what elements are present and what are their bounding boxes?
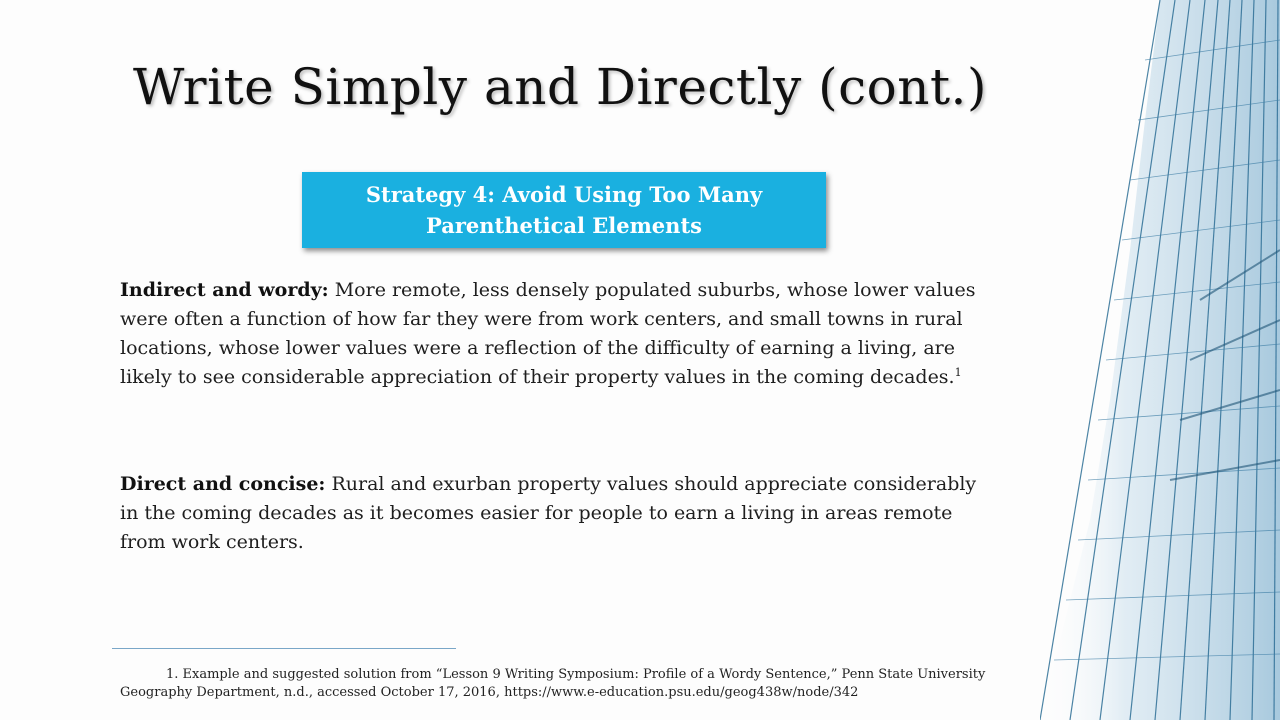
strategy-line-2: Parenthetical Elements (426, 213, 702, 238)
indirect-text: More remote, less densely populated suburbs, whose lower values were often a function of how far they were from work centers, and small towns in rural locations, whose lower values were a reflection of the difficulty of earning a living, are likely to see considerable appreciation of their property values in the coming decades. (120, 279, 976, 388)
indirect-label: Indirect and wordy: (120, 279, 329, 301)
footnote-divider (112, 648, 456, 649)
slide-title: Write Simply and Directly (cont.) (133, 58, 987, 116)
footnote-text: 1. Example and suggested solution from “Lesson 9 Writing Symposium: Profile of a Wordy Sentence,” Penn State University Geography Department, n.d., accessed October 17, 2016, https://www.e-education.psu.edu/geog438w/node/342 (120, 667, 986, 700)
direct-example-paragraph (120, 470, 1000, 557)
strategy-line-1: Strategy 4: Avoid Using Too Many (365, 182, 763, 207)
glass-building-image (1040, 0, 1280, 720)
indirect-example-paragraph (120, 276, 1000, 392)
strategy-callout-box (302, 172, 826, 248)
direct-text: Rural and exurban property values should appreciate considerably in the coming decades as it becomes easier for people to earn a living in areas remote from work centers. (120, 473, 977, 553)
direct-label: Direct and concise: (120, 473, 326, 495)
footnote-marker: 1 (954, 366, 962, 379)
